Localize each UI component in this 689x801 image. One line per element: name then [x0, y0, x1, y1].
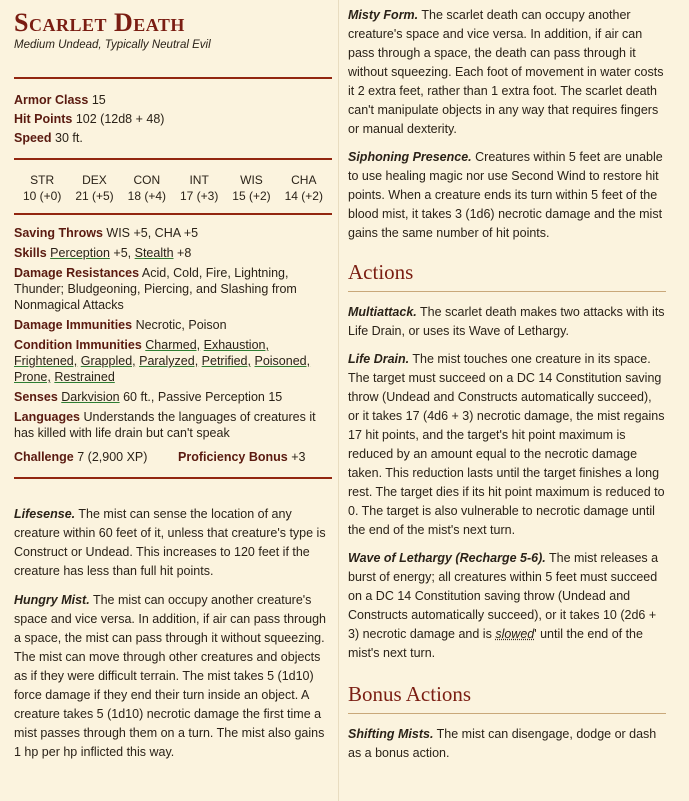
dr-label: Damage Resistances: [14, 266, 140, 280]
skill-perception-link[interactable]: Perception: [50, 246, 110, 260]
condition-link[interactable]: Prone,: [14, 370, 51, 384]
trait-siphoning-presence: [348, 148, 666, 243]
action-wave-of-lethargy: [348, 549, 666, 663]
challenge-row: [14, 449, 332, 465]
pb-value: +3: [291, 450, 306, 464]
right-column: [348, 6, 666, 763]
ability-value: 17 (+3): [179, 189, 219, 203]
action-name: Multiattack.: [348, 305, 417, 319]
ability-name: INT: [189, 173, 209, 187]
condition-link[interactable]: Charmed,: [145, 338, 201, 352]
trait-text: Creatures within 5 feet are unable to use healing magic nor use Second Wind to restore hit points. When a creature ends its turn within 5 feet of the blood mist, it takes 3 (1d6) necrotic damage and the mist gains the same number of hit points.: [348, 150, 663, 240]
speed-value: 30 ft.: [55, 131, 83, 145]
ability-name: CHA: [291, 173, 317, 187]
properties: [14, 225, 332, 465]
condition-link[interactable]: Poisoned,: [254, 354, 311, 368]
ability-scores: [16, 172, 330, 204]
condition-immunities: [14, 337, 332, 385]
speed-label: Speed: [14, 131, 52, 145]
bonus-action-name: Shifting Mists.: [348, 727, 434, 741]
monster-name: Scarlet Death: [14, 8, 185, 37]
bonus-shifting-mists: [348, 725, 666, 763]
ability-name: WIS: [240, 173, 263, 187]
ability-con: [121, 172, 173, 204]
action-text: ' until the end of the mist's next turn.: [348, 627, 643, 660]
skills-label: Skills: [14, 246, 47, 260]
senses-label: Senses: [14, 390, 58, 404]
trait-lifesense: [14, 505, 332, 581]
di-label: Damage Immunities: [14, 318, 133, 332]
left-column: [14, 0, 332, 762]
trait-name: Misty Form.: [348, 8, 419, 22]
slowed-link[interactable]: slowed: [495, 627, 535, 641]
languages-value: Understands the languages of creatures it has killed with life drain but can't speak: [14, 410, 316, 440]
monster-type-line: Medium Undead, Typically Neutral Evil: [14, 39, 211, 51]
trait-name: Lifesense.: [14, 507, 76, 521]
condition-link[interactable]: Petrified,: [201, 354, 251, 368]
ability-value: 14 (+2): [284, 189, 323, 203]
di-value: Necrotic, Poison: [135, 318, 227, 332]
condition-link[interactable]: Exhaustion,: [203, 338, 269, 352]
challenge-label: Challenge: [14, 450, 74, 464]
damage-resistances: [14, 265, 332, 313]
languages: [14, 409, 332, 441]
condition-link[interactable]: Paralyzed,: [139, 354, 199, 368]
skill-stealth-link[interactable]: Stealth: [134, 246, 174, 260]
hit-points: [14, 110, 332, 129]
trait-name: Hungry Mist.: [14, 593, 90, 607]
ability-value: 10 (+0): [22, 189, 62, 203]
challenge: [14, 449, 178, 465]
ability-str: [16, 172, 68, 204]
trait-text: The scarlet death can occupy another creature's space and vice versa. In addition, if air can pass through a space, the death can pass through it without squeezing. Each foot of movement in water costs it 2 extra feet, rather than 1 extra foot. The scarlet death can't manipulate objects in any way that requires fingers or manual dexterity.: [348, 8, 664, 136]
bonus-actions-heading: Bonus Actions: [348, 682, 472, 706]
senses-value: 60 ft., Passive Perception 15: [123, 390, 283, 404]
saving-throws: [14, 225, 332, 241]
dr-value: Acid, Cold, Fire, Lightning, Thunder; Bludgeoning, Piercing, and Slashing from Nonmagical Attacks: [14, 266, 297, 312]
challenge-value: 7 (2,900 XP): [77, 450, 148, 464]
ability-value: 21 (+5): [75, 189, 114, 203]
action-text: The mist touches one creature in its space. The target must succeed on a DC 14 Constitution saving throw (Undead and Constructs automatically succeed), or it takes 17 (4d6 + 3) necrotic damage, the mist regains 17 hit points, and the target's hit point maximum is reduced by an amount equal to the necrotic damage taken. This reduction lasts until the target finishes a long rest. The target dies if its hit point maximum is reduced to 0. The target is also vulnerable to necrotic damage until the end of the mist's next turn.: [348, 352, 665, 537]
darkvision-link[interactable]: Darkvision: [61, 390, 120, 404]
pb-label: Proficiency Bonus: [178, 450, 288, 464]
trait-hungry-mist: [14, 591, 332, 762]
ac-value: 15: [91, 93, 106, 107]
column-divider: [338, 0, 339, 801]
trait-name: Siphoning Presence.: [348, 150, 472, 164]
action-life-drain: [348, 350, 666, 540]
hp-label: Hit Points: [14, 112, 73, 126]
ci-label: Condition Immunities: [14, 338, 142, 352]
skill-bonus: +5,: [113, 246, 132, 260]
armor-class: [14, 91, 332, 110]
trait-misty-form: [348, 6, 666, 139]
ability-value: 15 (+2): [232, 189, 271, 203]
condition-link[interactable]: Frightened,: [14, 354, 78, 368]
ac-label: Armor Class: [14, 93, 89, 107]
saves-label: Saving Throws: [14, 226, 103, 240]
ability-name: CON: [133, 173, 161, 187]
bonus-action-text: The mist can disengage, dodge or dash as a bonus action.: [348, 727, 657, 760]
saves-value: WIS +5, CHA +5: [106, 226, 199, 240]
action-text: The scarlet death makes two attacks with its Life Drain, or uses its Wave of Lethargy.: [348, 305, 665, 338]
skills: [14, 245, 332, 261]
proficiency-bonus: [178, 449, 306, 465]
action-multiattack: [348, 303, 666, 341]
condition-link[interactable]: Grappled,: [80, 354, 136, 368]
condition-link[interactable]: Restrained: [54, 370, 115, 384]
trait-text: The mist can sense the location of any creature within 60 feet of it, unless that creature's type is Construct or Undead. This increases to 120 feet if the creature has less than full hit points.: [14, 507, 326, 578]
actions-heading: Actions: [348, 260, 414, 284]
ability-int: [173, 172, 225, 204]
action-name: Life Drain.: [348, 352, 410, 366]
ability-dex: [68, 172, 120, 204]
ability-wis: [225, 172, 277, 204]
speed: [14, 129, 332, 148]
damage-immunities: [14, 317, 332, 333]
senses: [14, 389, 332, 405]
skill-bonus: +8: [177, 246, 192, 260]
languages-label: Languages: [14, 410, 80, 424]
action-text: The mist releases a burst of energy; all creatures within 5 feet must succeed on a DC 14 Constitution saving throw (Undead and Constructs automatically succeed), or it takes 10 (2d6 + 3) necrotic damage and is: [348, 551, 659, 641]
ability-name: STR: [30, 173, 55, 187]
hp-value: 102 (12d8 + 48): [75, 112, 165, 126]
ability-name: DEX: [82, 173, 107, 187]
trait-text: The mist can occupy another creature's space and vice versa. In addition, if air can pass through a space, the mist can pass through it without squeezing. The mist can move through other creatures and objects as if they were difficult terrain. The mist takes 5 (1d10) force damage if they end their turn inside an object. A creature takes 5 (1d10) necrotic damage the first time a mist passes through them on a turn. The mist also gains 1 hp per hp inflicted this way.: [14, 593, 326, 759]
action-name: Wave of Lethargy (Recharge 5-6).: [348, 551, 546, 565]
ability-cha: [278, 172, 330, 204]
ability-value: 18 (+4): [127, 189, 166, 203]
